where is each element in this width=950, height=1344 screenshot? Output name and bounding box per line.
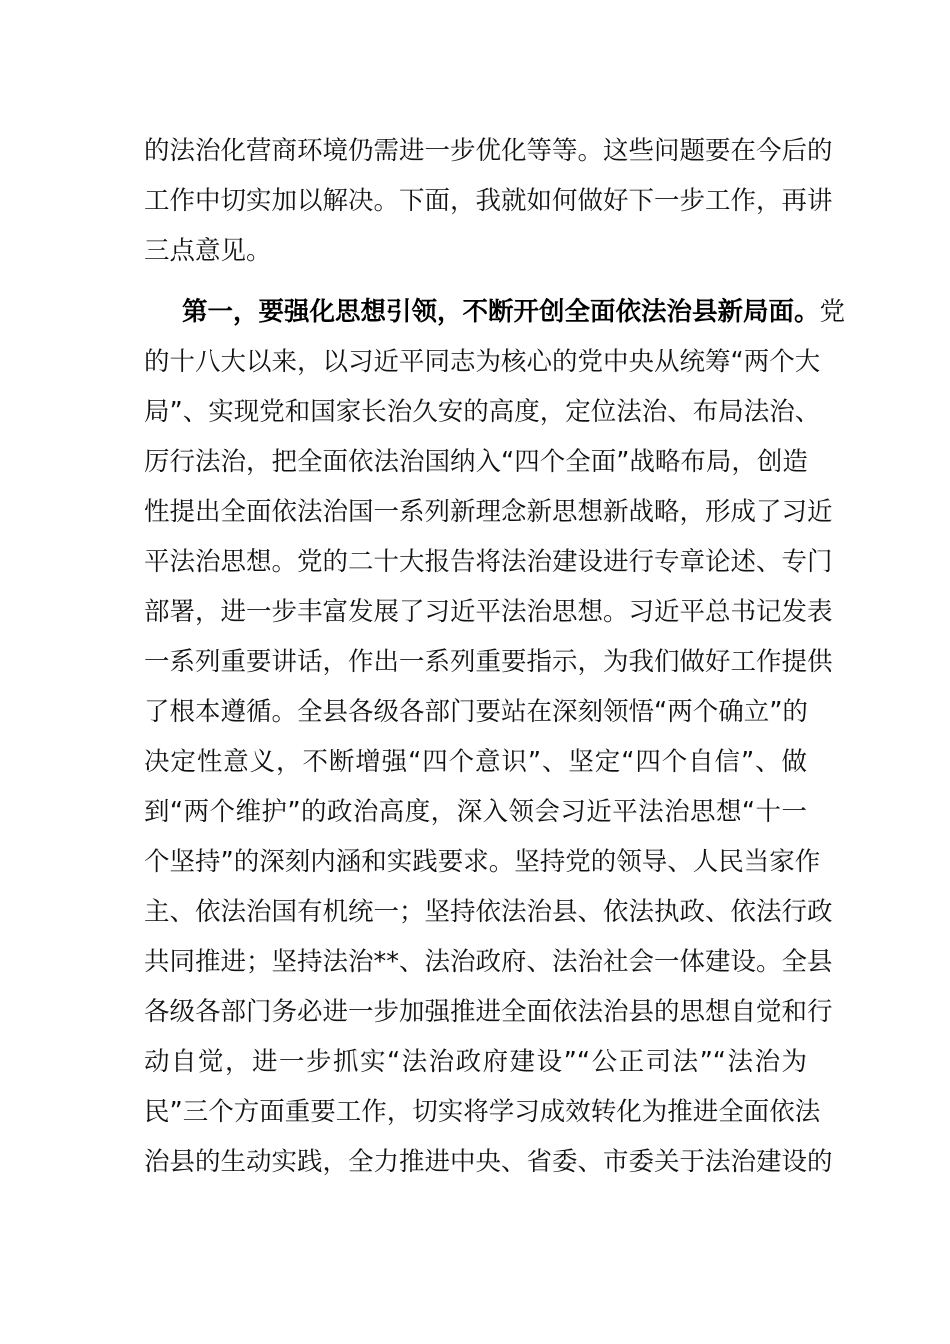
paragraph-2-line: 到“两个维护”的政治高度，深入领会习近平法治思想“十一 bbox=[144, 797, 807, 827]
paragraph-2-line: 主、依法治国有机统一；坚持依法治县、依法执政、依法行政 bbox=[144, 897, 833, 927]
paragraph-1-line: 的法治化营商环境仍需进一步优化等等。这些问题要在今后的 bbox=[144, 136, 833, 166]
paragraph-1-line: 工作中切实加以解决。下面，我就如何做好下一步工作，再讲 bbox=[144, 186, 833, 216]
paragraph-2-line: 动自觉，进一步抓实“法治政府建设”“公正司法”“法治为 bbox=[144, 1047, 807, 1077]
paragraph-2-line: 厉行法治，把全面依法治国纳入“四个全面”战略布局，创造 bbox=[144, 447, 808, 477]
paragraph-2-line: 决定性意义，不断增强“四个意识”、坚定“四个自信”、做 bbox=[144, 747, 807, 777]
paragraph-2-line: 的十八大以来，以习近平同志为核心的党中央从统筹“两个大 bbox=[144, 347, 821, 377]
paragraph-2-line: 各级各部门务必进一步加强推进全面依法治县的思想自觉和行 bbox=[144, 997, 833, 1027]
paragraph-2-line: 平法治思想。党的二十大报告将法治建设进行专章论述、专门 bbox=[144, 547, 833, 577]
paragraph-1-line: 三点意见。 bbox=[144, 236, 272, 266]
paragraph-2-line: 了根本遵循。全县各级各部门要站在深刻领悟“两个确立”的 bbox=[144, 697, 808, 727]
paragraph-2-line: 部署，进一步丰富发展了习近平法治思想。习近平总书记发表 bbox=[144, 597, 833, 627]
paragraph-2-line: 个坚持”的深刻内涵和实践要求。坚持党的领导、人民当家作 bbox=[144, 847, 821, 877]
paragraph-2-line: 局”、实现党和国家长治久安的高度，定位法治、布局法治、 bbox=[144, 397, 821, 427]
paragraph-2-line: 共同推进；坚持法治**、法治政府、法治社会一体建设。全县 bbox=[144, 947, 833, 977]
paragraph-2-first-line-tail: 党 bbox=[819, 297, 846, 327]
paragraph-2-line: 治县的生动实践，全力推进中央、省委、市委关于法治建设的 bbox=[144, 1147, 833, 1177]
paragraph-2-first-line bbox=[144, 287, 846, 337]
paragraph-2-line: 民”三个方面重要工作，切实将学习成效转化为推进全面依法 bbox=[144, 1097, 821, 1127]
paragraph-2-line: 性提出全面依法治国一系列新理念新思想新战略，形成了习近 bbox=[144, 497, 833, 527]
section-heading: 第一，要强化思想引领，不断开创全面依法治县新局面。 bbox=[182, 297, 820, 327]
paragraph-2-line: 一系列重要讲话，作出一系列重要指示，为我们做好工作提供 bbox=[144, 647, 833, 677]
